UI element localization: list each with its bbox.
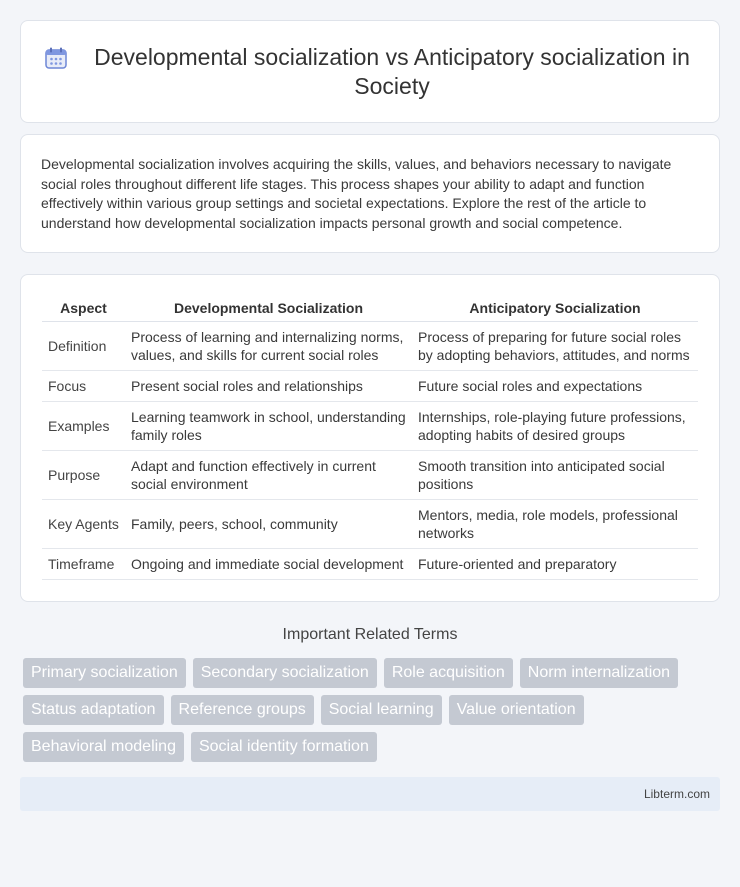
row-anticipatory: Future-oriented and preparatory (412, 549, 698, 580)
table-row (42, 500, 698, 549)
column-header-aspect: Aspect (42, 293, 125, 322)
term-tag[interactable]: Value orientation (449, 695, 584, 725)
comparison-table (42, 293, 698, 580)
row-anticipatory: Smooth transition into anticipated social positions (412, 451, 698, 500)
term-tag[interactable]: Secondary socialization (193, 658, 377, 688)
row-developmental: Family, peers, school, community (125, 500, 412, 549)
intro-paragraph: Developmental socialization involves acquiring the skills, values, and behaviors necessary to navigate social roles throughout different life stages. This process shapes your ability to adapt and function effectively within various group settings and societal expectations. Explore the rest of the article to understand how developmental socialization impacts personal growth and social competence. (41, 156, 672, 231)
term-tag[interactable]: Role acquisition (384, 658, 513, 688)
row-developmental: Learning teamwork in school, understanding family roles (125, 402, 412, 451)
column-header-developmental: Developmental Socialization (125, 293, 412, 322)
row-aspect: Focus (42, 371, 125, 402)
table-row (42, 402, 698, 451)
row-developmental: Present social roles and relationships (125, 371, 412, 402)
row-anticipatory: Internships, role-playing future professions, adopting habits of desired groups (412, 402, 698, 451)
term-tag[interactable]: Behavioral modeling (23, 732, 184, 762)
table-row (42, 371, 698, 402)
row-developmental: Process of learning and internalizing norms, values, and skills for current social roles (125, 322, 412, 371)
table-row (42, 322, 698, 371)
row-aspect: Examples (42, 402, 125, 451)
row-developmental: Ongoing and immediate social development (125, 549, 412, 580)
term-tag[interactable]: Social learning (321, 695, 442, 725)
row-aspect: Purpose (42, 451, 125, 500)
table-row (42, 451, 698, 500)
term-tag[interactable]: Status adaptation (23, 695, 164, 725)
row-aspect: Timeframe (42, 549, 125, 580)
row-anticipatory: Mentors, media, role models, professional networks (412, 500, 698, 549)
term-tag[interactable]: Norm internalization (520, 658, 678, 688)
row-developmental: Adapt and function effectively in current social environment (125, 451, 412, 500)
header-card (20, 20, 720, 123)
table-row (42, 549, 698, 580)
term-tag[interactable]: Social identity formation (191, 732, 377, 762)
related-terms-title: Important Related Terms (282, 626, 458, 643)
row-aspect: Definition (42, 322, 125, 371)
footer (20, 777, 720, 811)
related-terms-list (23, 658, 720, 762)
column-header-anticipatory: Anticipatory Socialization (412, 293, 698, 322)
row-anticipatory: Process of preparing for future social roles by adopting behaviors, attitudes, and norms (412, 322, 698, 371)
row-anticipatory: Future social roles and expectations (412, 371, 698, 402)
page-title: Developmental socialization vs Anticipatory socialization in Society (94, 43, 690, 99)
term-tag[interactable]: Primary socialization (23, 658, 186, 688)
intro-card (20, 134, 720, 253)
calendar-icon (43, 45, 69, 71)
comparison-table-card (20, 274, 720, 602)
footer-brand-link[interactable]: Libterm.com (643, 787, 710, 801)
table-header-row (42, 293, 698, 322)
row-aspect: Key Agents (42, 500, 125, 549)
term-tag[interactable]: Reference groups (171, 695, 314, 725)
